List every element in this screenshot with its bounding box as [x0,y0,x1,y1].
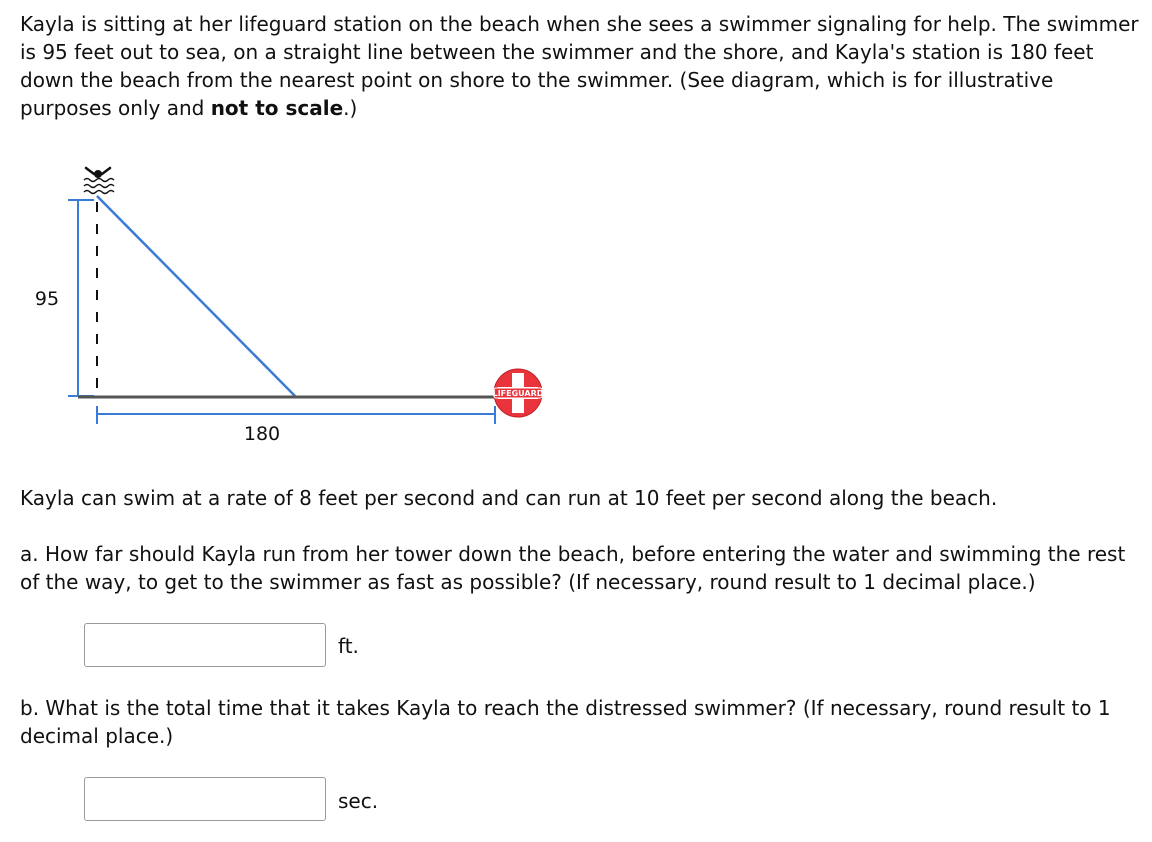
vertical-dimension-bracket [68,200,94,396]
horizontal-distance-label: 180 [243,423,281,445]
lifeguard-station-icon [493,369,544,417]
intro-text-part2: .) [343,96,358,120]
problem-intro [20,10,1140,122]
answer-a-input[interactable] [84,623,326,667]
beach-diagram [0,160,560,460]
vertical-distance-label: 95 [34,288,60,310]
answer-b-input[interactable] [84,777,326,821]
lifeguard-label: LIFEGUARD [492,389,544,398]
question-b-text: b. What is the total time that it takes Kayla to reach the distressed swimmer? (If necessary, round result to 1 decimal place.) [20,696,1111,748]
intro-emphasis: not to scale [210,96,344,120]
swim-path-line [97,196,295,396]
swimmer-icon [84,168,114,194]
question-a-text: a. How far should Kayla run from her tower down the beach, before entering the water and swimming the rest of the way, to get to the swimmer as fast as possible? (If necessary, round result to 1 decimal place.) [20,542,1126,594]
answer-a-unit: ft. [338,634,359,658]
horizontal-dimension-bracket [97,406,495,424]
intro-text-part1: Kayla is sitting at her lifeguard station on the beach when she sees a swimmer signaling for help. The swimmer is 95 feet out to sea, on a straight line between the swimmer and the shore, and Kayla's station is 180 feet down the beach from the nearest point on shore to the swimmer. (See diagram, which is for illustrative purposes only and [20,12,1139,120]
rates-text: Kayla can swim at a rate of 8 feet per second and can run at 10 feet per second along the beach. [20,486,998,510]
answer-b-unit: sec. [338,789,379,813]
